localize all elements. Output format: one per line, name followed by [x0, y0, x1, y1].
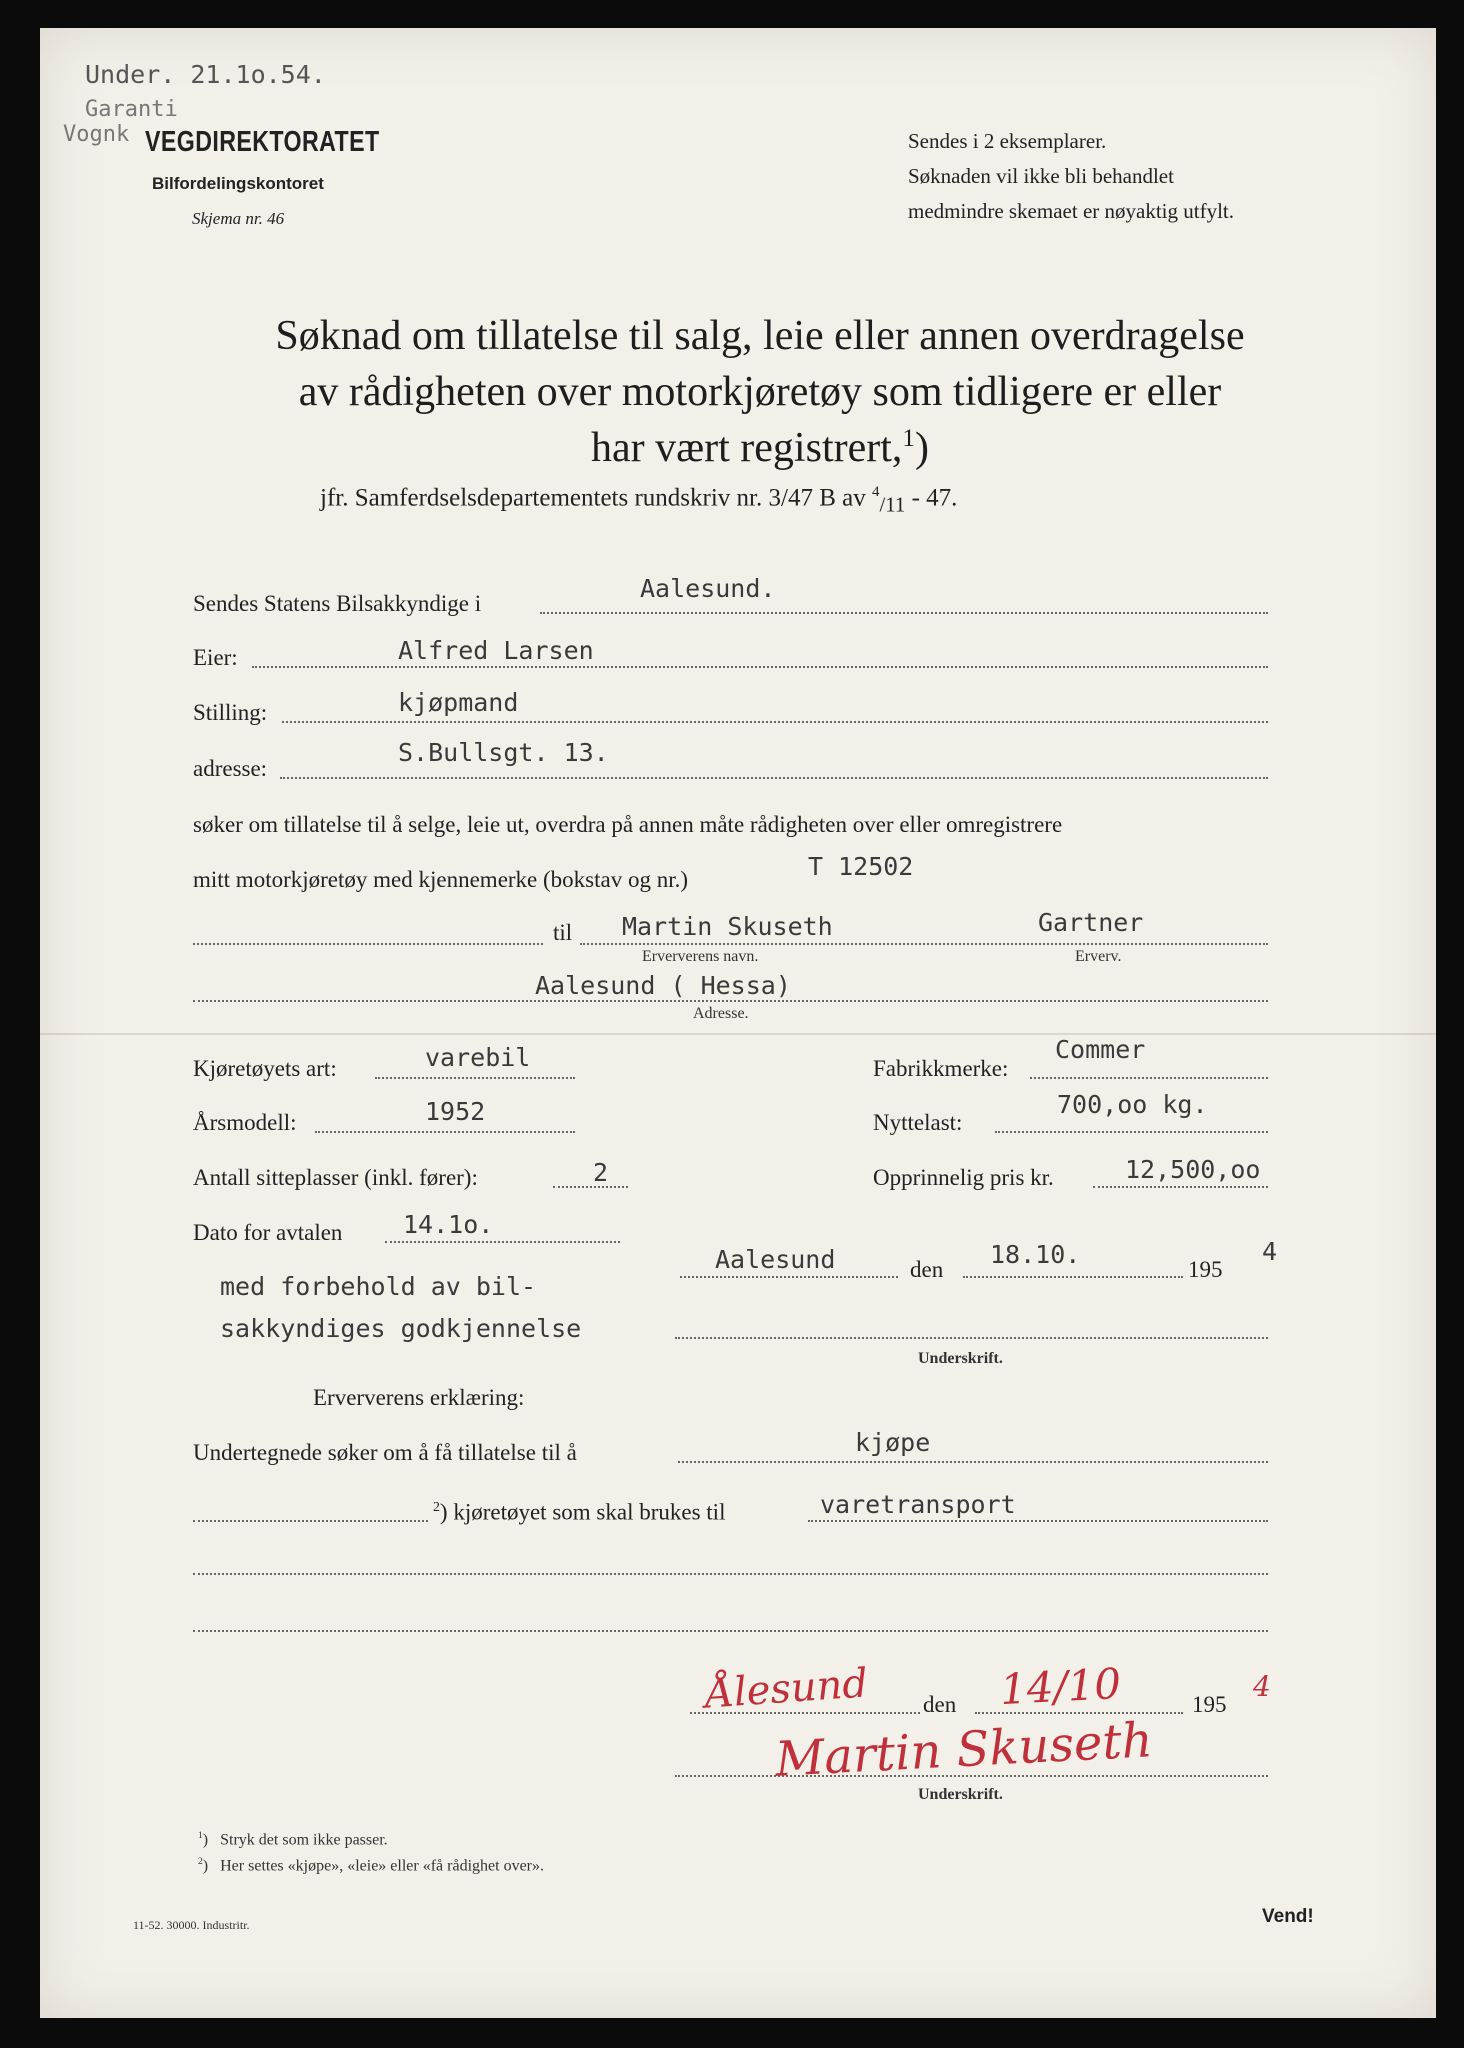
til-line-right [580, 943, 1268, 945]
decl-line1-value: kjøpe [855, 1428, 931, 1457]
art-label: Kjøretøyets art: [193, 1056, 337, 1081]
decl-line1-label: Undertegnede søker om å få tillatelse til å [193, 1440, 577, 1465]
stilling-value: kjøpmand [398, 688, 519, 717]
decl-line4 [193, 1630, 1268, 1632]
date1-value: 18.10. [990, 1240, 1081, 1269]
stilling-label: Stilling: [193, 700, 268, 725]
year2-prefix: 195 [1192, 1692, 1227, 1717]
vend-label: Vend! [1262, 1906, 1314, 1927]
date2-value: 14/10 [998, 1658, 1123, 1715]
erverver-address: Aalesund ( Hessa) [535, 971, 791, 1000]
signature1-line [675, 1337, 1268, 1339]
decl-line2-left [193, 1520, 428, 1522]
fabrikk-value: Commer [1055, 1035, 1146, 1064]
decl-line2-value: varetransport [820, 1490, 1016, 1519]
footnote-1: $^1$) Stryk det som ikke passer. [198, 1830, 388, 1849]
underskrift1-caption: Underskrift. [918, 1350, 1003, 1367]
art-value: varebil [425, 1043, 531, 1072]
header-note-3: medmindre skemaet er nøyaktig utfylt. [908, 199, 1234, 223]
title-line-3: har vært registrert,$^1$) [591, 425, 929, 471]
art-line [375, 1077, 575, 1079]
sendes-value: Aalesund. [640, 574, 776, 603]
erverv-value: Gartner [1038, 908, 1144, 937]
date1-line [963, 1276, 1183, 1278]
address-caption: Adresse. [693, 1005, 749, 1022]
nyttelast-value: 700,oo kg. [1057, 1090, 1208, 1119]
kjennemerke-value: T 12502 [808, 852, 914, 881]
fabrikk-label: Fabrikkmerke: [873, 1056, 1009, 1081]
eier-value: Alfred Larsen [398, 636, 594, 665]
place1-line [680, 1276, 898, 1278]
note-line-1: med forbehold av bil- [220, 1272, 537, 1301]
decl-line3 [193, 1573, 1268, 1575]
dato-line [385, 1241, 620, 1243]
year1-prefix: 195 [1188, 1257, 1223, 1282]
fold-line [40, 1033, 1436, 1035]
decl-line2-dots [808, 1520, 1268, 1522]
eier-line [252, 666, 1268, 668]
decl-line2-label: $^2$) kjøretøyet som skal brukes til [433, 1499, 726, 1525]
nyttelast-label: Nyttelast: [873, 1110, 963, 1135]
schema-number: Skjema nr. 46 [192, 209, 285, 228]
print-info: 11-52. 30000. Industritr. [133, 1918, 250, 1932]
sitteplasser-label: Antall sitteplasser (inkl. fører): [193, 1165, 478, 1190]
den2-label: den [923, 1692, 957, 1717]
address-line [193, 1000, 1268, 1002]
adresse-line [280, 777, 1268, 779]
office-name: Bilfordelingskontoret [152, 174, 324, 193]
decl-line1-dots [678, 1461, 1268, 1463]
til-label: til [553, 920, 573, 945]
header-note-1: Sendes i 2 eksemplarer. [908, 129, 1107, 153]
reference-line: jfr. Samferdselsdepartementets rundskriv nr. 3/47 B av $^4_{/11}$ - 47. [320, 484, 958, 517]
place2-value: Ålesund [703, 1660, 870, 1718]
sitteplasser-value: 2 [593, 1158, 609, 1187]
adresse-label: adresse: [193, 756, 268, 781]
aarsmodell-line [315, 1131, 575, 1133]
note-line-2: sakkyndiges godkjennelse [220, 1314, 582, 1343]
org-name: VEGDIREKTORATET [145, 126, 380, 158]
soker-text: søker om tillatelse til å selge, leie ut, overdra på annen måte rådigheten over eller omregistrere [193, 812, 1063, 837]
year1-digit: 4 [1262, 1237, 1278, 1266]
fabrikk-line [1030, 1077, 1268, 1079]
erverv-caption: Erverv. [1075, 948, 1122, 965]
eier-label: Eier: [193, 645, 238, 670]
dato-label: Dato for avtalen [193, 1220, 343, 1245]
den1-label: den [910, 1257, 944, 1282]
declaration-heading: Erververens erklæring: [313, 1385, 525, 1410]
stamp-line-1: Under. 21.1o.54. [85, 60, 326, 89]
pris-value: 12,500,oo [1125, 1155, 1261, 1184]
aarsmodell-value: 1952 [425, 1097, 486, 1126]
sitteplasser-line [553, 1186, 628, 1188]
stilling-line [282, 721, 1268, 723]
signature: Martin Skuseth [773, 1712, 1154, 1788]
kjennemerke-label: mitt motorkjøretøy med kjennemerke (bokstav og nr.) [193, 867, 689, 892]
dato-value: 14.1o. [403, 1210, 494, 1239]
adresse-value: S.Bullsgt. 13. [398, 738, 609, 767]
place1-value: Aalesund [715, 1245, 836, 1274]
erverver-name: Martin Skuseth [622, 912, 833, 941]
header-note-2: Søknaden vil ikke bli behandlet [908, 164, 1174, 188]
year2-digit: 4 [1253, 1670, 1271, 1703]
til-line-left [193, 943, 543, 945]
footnote-2: $^2$) Her settes «kjøpe», «leie» eller «få rådighet over». [198, 1856, 544, 1875]
erverver-name-caption: Erververens navn. [642, 948, 759, 965]
aarsmodell-label: Årsmodell: [193, 1110, 297, 1135]
underskrift2-caption: Underskrift. [918, 1786, 1003, 1803]
pris-line [1093, 1186, 1268, 1188]
title-line-2: av rådigheten over motorkjøretøy som tidligere er eller [298, 369, 1222, 415]
nyttelast-line [995, 1131, 1268, 1133]
stamp-line-3: Vognk [63, 122, 130, 147]
pris-label: Opprinnelig pris kr. [873, 1165, 1054, 1190]
sendes-label: Sendes Statens Bilsakkyndige i [193, 591, 482, 616]
title-line-1: Søknad om tillatelse til salg, leie eller annen overdragelse [275, 313, 1245, 359]
sendes-line [540, 612, 1268, 614]
stamp-line-2: Garanti [85, 97, 178, 122]
